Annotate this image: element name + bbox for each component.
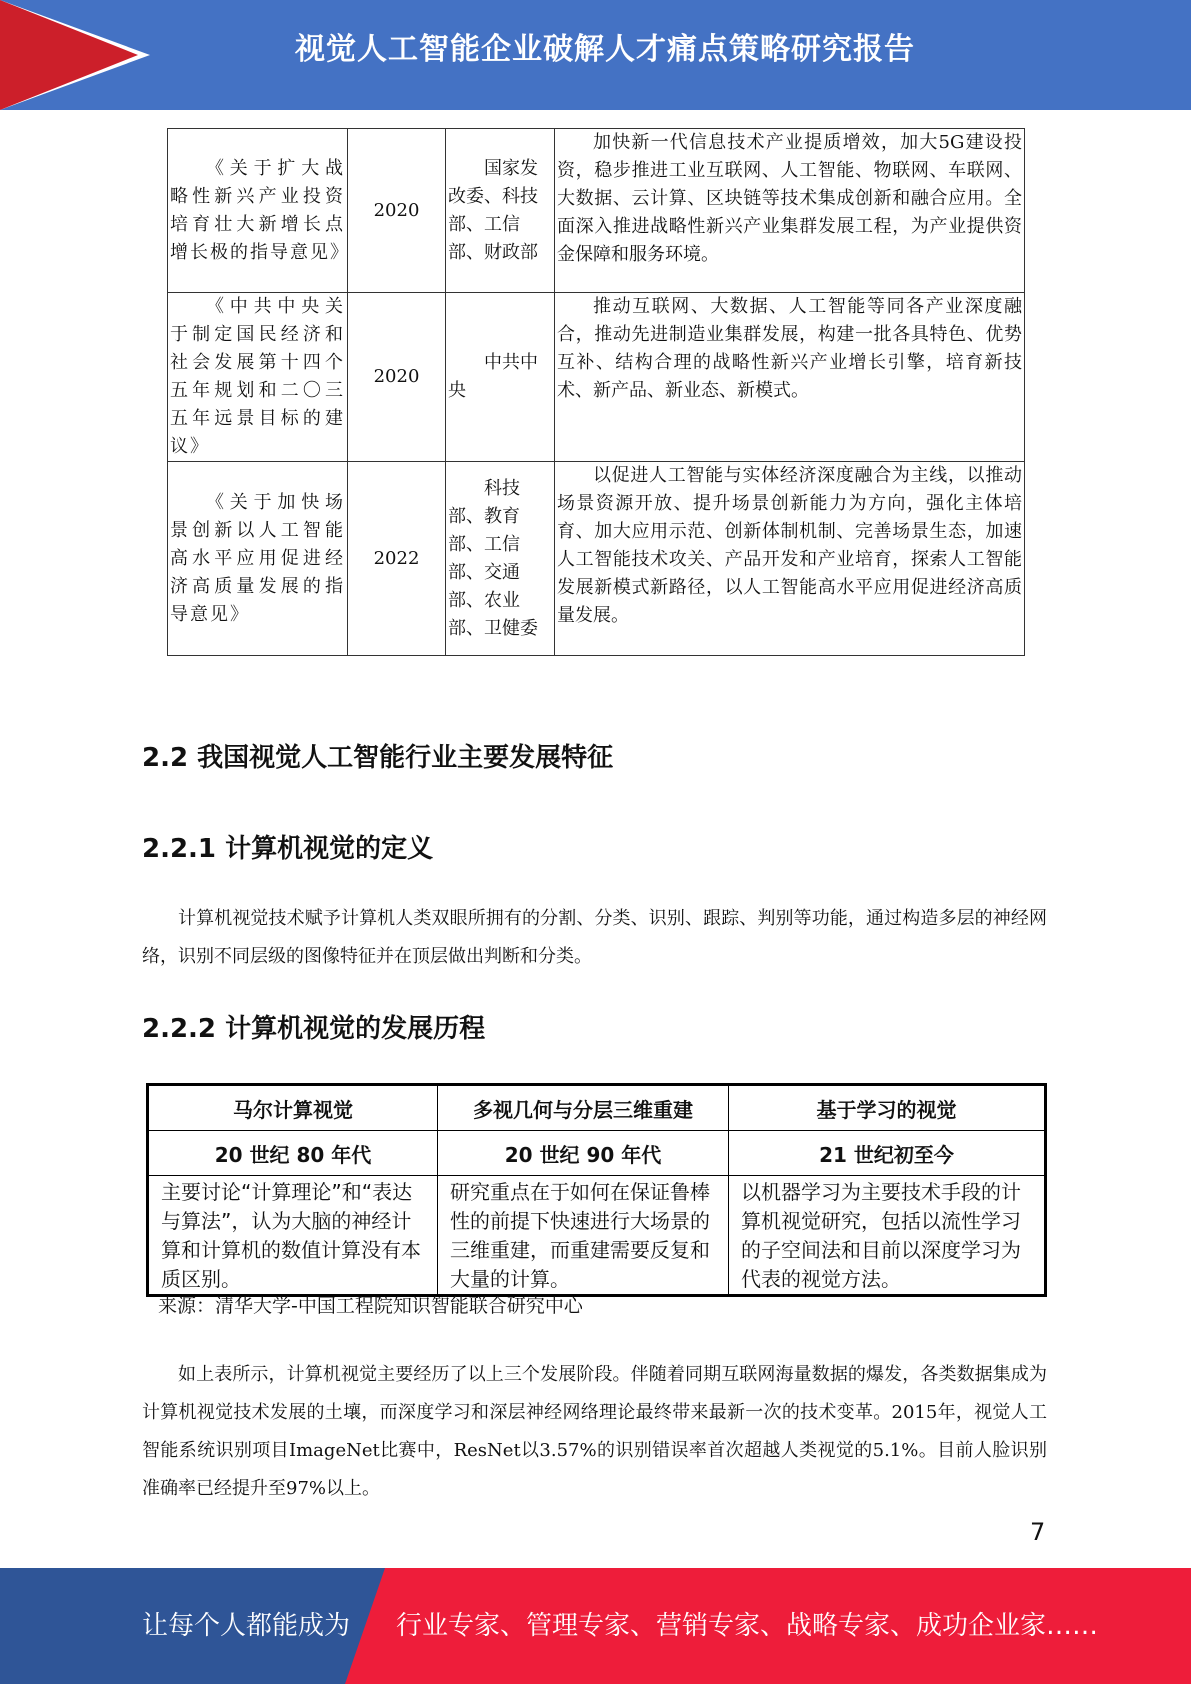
policy-year: 2022	[348, 462, 446, 656]
stage-period: 20 世纪 80 年代	[148, 1131, 438, 1176]
footer-blue-slant	[345, 1568, 385, 1684]
table-row	[168, 462, 1025, 656]
policy-description: 以促进人工智能与实体经济深度融合为主线，以推动场景资源开放、提升场景创新能力为方向，强化主体培育、加大应用示范、创新体制机制、完善场景生态，加速人工智能技术攻关、产品开发和产业培育，探索人工智能发展新模式新路径，以人工智能高水平应用促进经济高质量发展。	[555, 462, 1025, 656]
stage-header: 多视几何与分层三维重建	[438, 1085, 729, 1131]
policy-department: 中共中央	[446, 293, 555, 462]
policy-year: 2020	[348, 129, 446, 293]
policy-name: 《中共中央关于制定国民经济和社会发展第十四个五年规划和二〇三五年远景目标的建议》	[168, 293, 348, 462]
table-row	[148, 1176, 1046, 1296]
stage-description: 以机器学习为主要技术手段的计算机视觉研究，包括以流性学习的子空间法和目前以深度学习为代表的视觉方法。	[729, 1176, 1046, 1296]
stage-header: 基于学习的视觉	[729, 1085, 1046, 1131]
footer-slogan-left: 让每个人都能成为	[142, 1611, 351, 1641]
section-heading-2-2: 2.2 我国视觉人工智能行业主要发展特征	[142, 743, 614, 773]
report-title: 视觉人工智能企业破解人才痛点策略研究报告	[295, 32, 915, 67]
policy-table	[167, 128, 1025, 656]
policy-description: 加快新一代信息技术产业提质增效，加大5G建设投资，稳步推进工业互联网、人工智能、物联网、车联网、大数据、云计算、区块链等技术集成创新和融合应用。全面深入推进战略性新兴产业集群发展工程，为产业提供资金保障和服务环境。	[555, 129, 1025, 293]
section-heading-2-2-2: 2.2.2 计算机视觉的发展历程	[142, 1014, 486, 1044]
footer-slogan-right: 行业专家、管理专家、营销专家、战略专家、成功企业家……	[396, 1611, 1099, 1641]
table-source: 来源：清华大学-中国工程院知识智能联合研究中心	[158, 1295, 583, 1317]
definition-paragraph: 计算机视觉技术赋予计算机人类双眼所拥有的分割、分类、识别、跟踪、判别等功能，通过构造多层的神经网络，识别不同层级的图像特征并在顶层做出判断和分类。	[142, 908, 1047, 967]
table-period-row	[148, 1131, 1046, 1176]
policy-year: 2020	[348, 293, 446, 462]
policy-department: 科技部、教育部、工信部、交通部、农业部、卫健委	[446, 462, 555, 656]
header-chevron	[0, 0, 138, 110]
table-header-row	[148, 1085, 1046, 1131]
development-history-table	[146, 1083, 1047, 1297]
stage-description: 研究重点在于如何在保证鲁棒性的前提下快速进行大场景的三维重建，而重建需要反复和大量的计算。	[438, 1176, 729, 1296]
section-heading-2-2-1: 2.2.1 计算机视觉的定义	[142, 834, 434, 864]
history-paragraph: 如上表所示，计算机视觉主要经历了以上三个发展阶段。伴随着同期互联网海量数据的爆发，各类数据集成为计算机视觉技术发展的土壤，而深度学习和深层神经网络理论最终带来最新一次的技术变革。2015年，视觉人工智能系统识别项目ImageNet比赛中，ResNet以3.57%的识别错误率首次超越人类视觉的5.1%。目前人脸识别准确率已经提升至97%以上。	[142, 1364, 1047, 1499]
policy-name: 《关于扩大战略性新兴产业投资培育壮大新增长点增长极的指导意见》	[168, 129, 348, 293]
page-footer	[0, 1568, 1191, 1684]
page-number: 7	[1030, 1518, 1046, 1546]
policy-department: 国家发改委、科技部、工信部、财政部	[446, 129, 555, 293]
page-header	[0, 0, 1191, 110]
policy-name: 《关于加快场景创新以人工智能高水平应用促进经济高质量发展的指导意见》	[168, 462, 348, 656]
table-row	[168, 293, 1025, 462]
stage-description: 主要讨论“计算理论”和“表达与算法”，认为大脑的神经计算和计算机的数值计算没有本质区别。	[148, 1176, 438, 1296]
stage-period: 21 世纪初至今	[729, 1131, 1046, 1176]
stage-header: 马尔计算视觉	[148, 1085, 438, 1131]
policy-description: 推动互联网、大数据、人工智能等同各产业深度融合，推动先进制造业集群发展，构建一批各具特色、优势互补、结构合理的战略性新兴产业增长引擎，培育新技术、新产品、新业态、新模式。	[555, 293, 1025, 462]
table-row	[168, 129, 1025, 293]
stage-period: 20 世纪 90 年代	[438, 1131, 729, 1176]
